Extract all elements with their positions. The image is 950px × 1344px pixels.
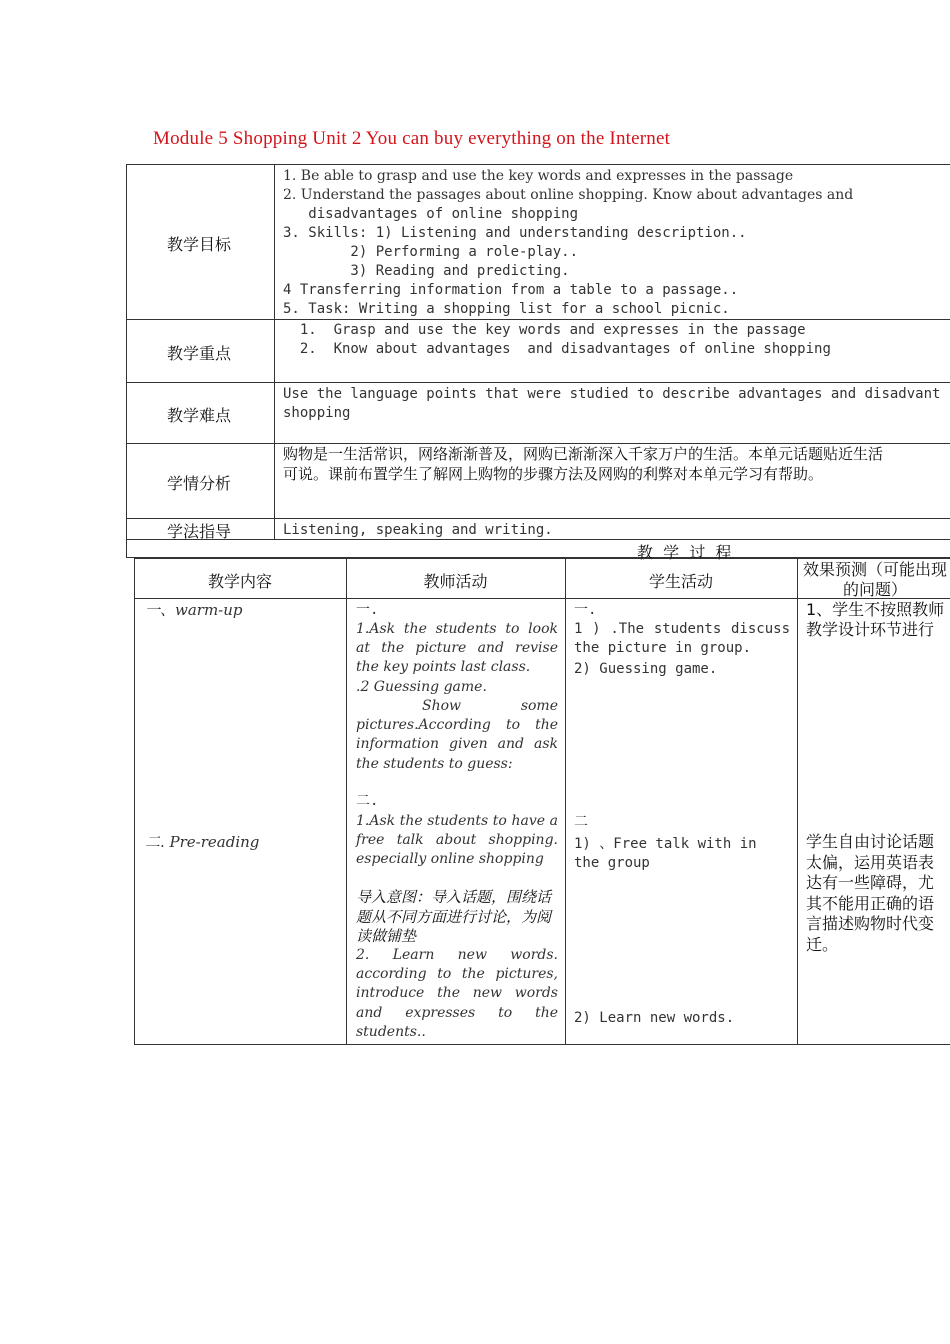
student-section-2: 二 — [574, 814, 588, 830]
info-table-divider — [126, 319, 950, 320]
analysis-line: 可说。课前布置学生了解网上购物的步骤方法及网购的利弊对本单元学习有帮助。 — [283, 465, 824, 483]
teacher-step: 1.Ask the students to look at the picture and revise the key points last class. — [356, 621, 558, 676]
analysis-line: 购物是一生活常识，网络渐渐普及，网购已渐渐深入千家万户的生活。本单元话题贴近生活 — [283, 445, 884, 463]
objective-line: 3) Reading and predicting. — [283, 263, 570, 279]
row-label-difficulties: 教学难点 — [167, 406, 232, 425]
page-title: Module 5 Shopping Unit 2 You can buy everything on the Internet — [153, 128, 671, 149]
process-table-divider — [346, 558, 347, 1045]
effect-note: 学生自由讨论话题太偏，运用英语表达有一些障碍，尤其不能用正确的语言描述购物时代变迁。 — [806, 832, 935, 954]
teacher-intent: 导入意图：导入话题，围绕话题从不同方面进行讨论，为阅读做铺垫 — [356, 888, 552, 945]
student-step: 2) Guessing game. — [574, 661, 718, 677]
row-label-student-analysis: 学情分析 — [167, 474, 232, 493]
objective-line: 2) Performing a role-play.. — [283, 244, 579, 260]
teacher-section-2: 二. — [356, 793, 379, 809]
row-label-method: 学法指导 — [167, 522, 232, 541]
info-table-divider — [126, 518, 950, 519]
objective-line: 3. Skills: 1) Listening and understanding description.. — [283, 225, 747, 241]
row-label-key-points: 教学重点 — [167, 344, 232, 363]
header-student: 学生活动 — [648, 572, 713, 591]
difficulty-line: Use the language points that were studied to describe advantages and disadvant — [283, 386, 941, 402]
process-heading: 教 学 过 程 — [637, 543, 732, 562]
header-content: 教学内容 — [207, 572, 272, 591]
row-label-objectives: 教学目标 — [167, 235, 232, 254]
student-step: 1 ) .The students discuss the picture in group. — [574, 621, 790, 656]
effect-note: 1、学生不按照教师教学设计环节进行 — [806, 600, 945, 639]
objective-line: 1. Be able to grasp and use the key words and expresses in the passage — [283, 168, 794, 184]
info-table-divider — [274, 164, 275, 540]
teacher-step: 1.Ask the students to have a free talk about shopping. especially online shopping — [356, 813, 558, 868]
key-point-line: 1. Grasp and use the key words and expresses in the passage — [283, 322, 806, 338]
info-table-divider — [126, 443, 950, 444]
student-step: 1) 、Free talk with in the group — [574, 836, 757, 871]
student-step: 2) Learn new words. — [574, 1010, 735, 1026]
objective-line: disadvantages of online shopping — [283, 206, 579, 222]
difficulty-line: shopping — [283, 405, 351, 421]
objective-line: 2. Understand the passages about online shopping. Know about advantages and — [283, 187, 854, 203]
key-point-line: 2. Know about advantages and disadvantages of online shopping — [283, 341, 831, 357]
teacher-section-1: 一. — [356, 602, 379, 618]
student-section-1: 一. — [574, 602, 597, 618]
teacher-step: .2 Guessing game. — [356, 679, 487, 695]
teacher-step: Show some pictures.According to the information given and ask the students to guess: — [356, 698, 558, 772]
content-item-pre-reading: 二. Pre-reading — [145, 833, 260, 851]
method-line: Listening, speaking and writing. — [283, 522, 553, 538]
process-table-divider — [797, 558, 798, 1045]
objective-line: 4 Transferring information from a table to a passage.. — [283, 282, 739, 298]
info-table-divider — [126, 382, 950, 383]
process-table-divider — [565, 558, 566, 1045]
teacher-step: 2. Learn new words. according to the pictures, introduce the new words and expresses to the students.. — [356, 947, 558, 1040]
header-effect: 效果预测（可能出现的问题） — [803, 560, 948, 599]
objective-line: 5. Task: Writing a shopping list for a school picnic. — [283, 301, 730, 317]
content-item-warm-up: 一、warm-up — [145, 601, 243, 619]
header-teacher: 教师活动 — [423, 572, 488, 591]
